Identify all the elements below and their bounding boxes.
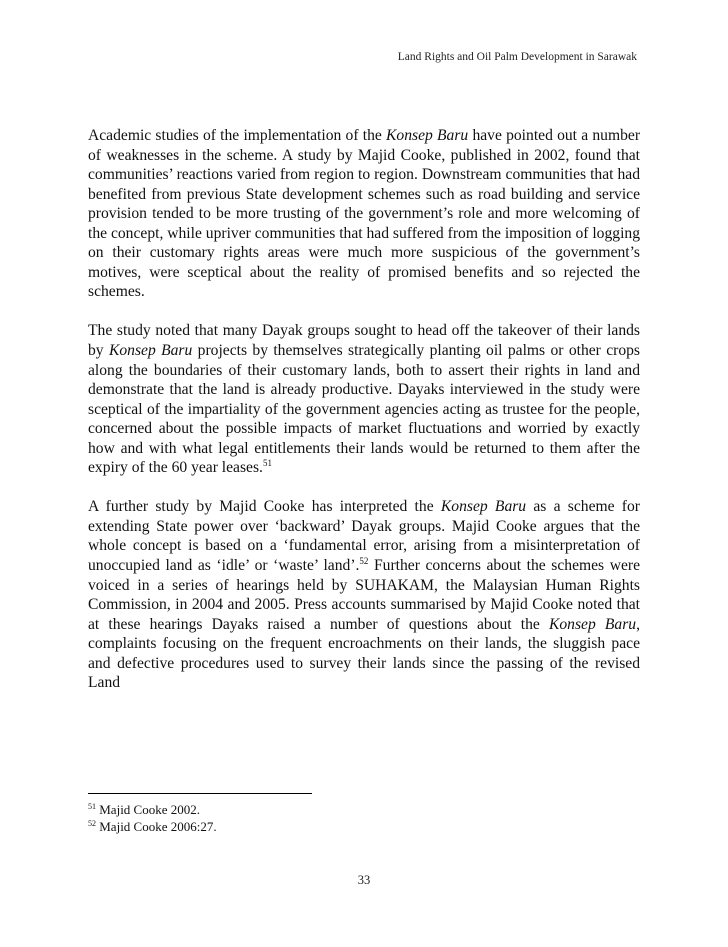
p3-text-1: A further study by Majid Cooke has interpreted the [88, 498, 441, 516]
p1-italic-term: Konsep Baru [386, 127, 469, 144]
paragraph-1 [88, 126, 640, 302]
page-number: 33 [357, 873, 371, 887]
p3-italic-term-1: Konsep Baru [440, 498, 527, 516]
paragraph-2 [88, 321, 640, 477]
running-header: Land Rights and Oil Palm Development in Sarawak [397, 51, 637, 63]
p2-text-2: projects by themselves strategically planting oil palms or other crops along the boundaries of their customary lands, both to assert their rights in land and demonstrate that the land is already productive. Dayaks interviewed in the study were sceptical of the impartiality of the government agencies acting as trustee for the people, concerned about the possible impacts of market fluctuations and worried by exactly how and with what legal entitlements their lands would be returned to them after the expiry of the 60 year leases. [88, 342, 641, 477]
p1-text-1: Academic studies of the implementation of the [88, 127, 387, 144]
main-text [88, 126, 640, 712]
p3-italic-term-2: Konsep Baru [548, 615, 637, 633]
footnote-divider [88, 793, 312, 794]
footnote-52 [88, 818, 488, 835]
footnote-text: Majid Cooke 2002. [96, 802, 200, 817]
footnote-51 [88, 801, 488, 818]
p3-text-4: , complaints focusing on the frequent encroachments on their lands, the sluggish pace and defective procedures used to survey their lands since the passing of the revised Land [88, 615, 640, 692]
p1-text-2: have pointed out a number of weaknesses in the scheme. A study by Majid Cooke, published in 2002, found that communities’ reactions varied from region to region. Downstream communities that had benefited from previous State development schemes such as road building and service provision tended to be more trusting of the government’s role and more welcoming of the concept, while upriver communities that had suffered from the imposition of logging on their customary rights areas were much more suspicious of the government’s motives, were sceptical about the reality of promised benefits and so rejected the schemes. [88, 127, 641, 301]
footnote-text: Majid Cooke 2006:27. [96, 819, 217, 834]
footnote-number: 52 [88, 819, 96, 828]
p2-text-1: The study noted that many Dayak groups sought to head off the takeover of their lands by [88, 322, 640, 360]
p3-text-3: Further concerns about the schemes were voiced in a series of hearings held by SUHAKAM, the Malaysian Human Rights Commission, in 2004 and 2005. Press accounts summarised by Majid Cooke noted that at these hearings Dayaks raised a number of questions about the [88, 557, 640, 633]
footnote-ref-52: 52 [359, 556, 369, 567]
footnotes [88, 801, 488, 835]
footnote-ref-51: 51 [262, 458, 272, 469]
p3-text-2: as a scheme for extending State power over ‘backward’ Dayak groups. Majid Cooke argues that the whole concept is based on a ‘fundamental error, arising from a misinterpretation of unoccupied land as ‘idle’ or ‘waste’ land’. [88, 498, 640, 575]
paragraph-3 [88, 497, 640, 692]
p2-italic-term: Konsep Baru [108, 342, 193, 360]
footnote-number: 51 [88, 802, 96, 811]
